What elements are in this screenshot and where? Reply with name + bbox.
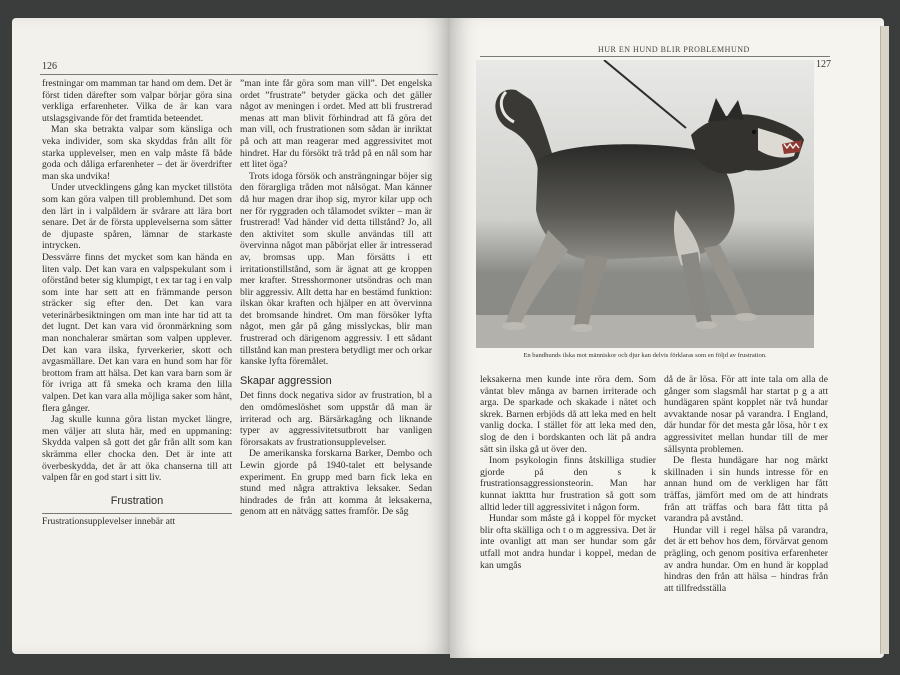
photo-caption: En bandhunds ilska mot människor och djur kan delvis förklaras som en följd av frustration.	[523, 352, 767, 359]
paragraph: Trots idoga försök och ansträngningar böjer sig den förargliga tråden mot nålsögat. Man känner då hur magen drar ihop sig, myror kilar upp och ner för ryggraden och tålamodet svikter – man är frustrerad! Vad händer vid detta tillstånd? Jo, all den aktivitet som skulle användas till att övervinna något man påbörjat eller är intresserad av, bromsas upp. Man försätts i ett irritationstillstånd, som är ägnat att ge kroppen mer krafter. Stresshormoner utsöndras och man blir aggressiv. Allt detta har en bestämd funktion: ilskan ökar kraften och hjälper en att övervinna det bromsande hindret. Om man försöker lyfta något, men går på gång misslyckas, blir man frustrerad och därigenom aggressiv. I ett sådant tillstånd kan man prestera betydligt mer och orkar kanske lyfta föremålet.	[240, 170, 432, 368]
paragraph: Man ska betrakta valpar som känsliga och veka individer, som ska skyddas från allt för starka upplevelser, men en valp måste få både goda och dåliga erfarenheter – det är överdrifter man ska undvika!	[42, 124, 232, 182]
paragraph: ”man inte får göra som man vill”. Det engelska ordet ”frustrate” betyder gäcka och det gäller något av meningen i ordet. Med att bli frustrerad menas att man blivit förhindrad att få göra det man vill, och frustrationen som sådan är inriktat på och att man reagerar med aggressivitet mot hindret. Har du försökt trä tråd på en nål som har ett litet öga?	[240, 78, 432, 171]
left-column-2	[240, 78, 432, 618]
paragraph: Frustrationsupplevelser innebär att	[42, 516, 176, 528]
left-column-1	[42, 78, 232, 592]
section-heading-skapar-aggression: Skapar aggression	[240, 374, 332, 387]
paragraph: Dessvärre finns det mycket som kan hända en liten valp. Det kan vara en valpspekulant som i oförstånd beter sig klumpigt, t ex tar tag i en valp som inte har sett att en främmande person sträcker sig efter den. Det kan vara veterinärbesiktningen om man inte har tid att ta det lugnt. Det kan vara vid öronmärkning som man nonchalerar smärtan som valpen upplever. Det kan vara ilska, fyrverkerier, skott och avgasmällare. Det kan vara en hund som har för brottom fram att hälsa. Det kan vara barn som är för ivriga att få smeka och krama den lilla valpen. Det kan vara alla möjliga saker som hänt, flera gånger.	[42, 251, 232, 414]
dog-photo	[476, 60, 814, 348]
page-number-left: 126	[42, 61, 57, 72]
paragraph: De flesta hundägare har nog märkt skillnaden i sin hunds intresse för en annan hund om de verkligen har fått träffas, jämfört med om de att hindrats från att träffas och bara fått titta på varandra på avstånd.	[664, 455, 828, 525]
paragraph: Hundar som måste gå i koppel för mycket blir ofta skälliga och t o m aggressiva. Det är inte ovanligt att man ser hundar som går utfall mot andra hundar i koppel, medan de kan umgås	[480, 513, 656, 571]
paragraph: Inom psykologin finns åtskilliga studier gjorde på den s k frustrationsaggressionsteorin. Man har kunnat iakttta hur frustration så gott som alltid leder till aggressivitet i någon form.	[480, 455, 656, 513]
paragraph: Hundar vill i regel hälsa på varandra, det är ett behov hos dem, förvärvat genom prägling, och genom positiva erfarenheter av andra hundar. Om en hund är kopplad hindras den från att hälsa – hindras från att tillfredsställa	[664, 524, 828, 594]
right-column-2	[664, 374, 828, 624]
paragraph: De amerikanska forskarna Barker, Dembo och Lewin gjorde på 1940-talet ett belysande experiment. En grupp med barn fick leka en stund med några attraktiva leksaker. Sedan hindrades de från att komma åt leksakerna, genom att en nätvägg sattes framför. De såg	[240, 448, 432, 518]
paragraph: leksakerna men kunde inte röra dem. Som väntat blev många av barnen irriterade och arga. De sparkade och skakade i nätet och skrek. Barnen erbjöds då att leka med en helt vanlig docka. I stället för att leka med den, slog de den i bordskanten och lät på andra sätt sin ilska gå ut över den.	[480, 374, 656, 455]
right-column-1	[480, 374, 656, 624]
paragraph: Jag skulle kunna göra listan mycket längre, men väljer att sluta här, med en uppmaning: Skydda valpen så gott det går från allt som kan skrämma eller chocka den. Det är inte att överbeskydda, det är att öka chanserna till att valpen får en god start i sitt liv.	[42, 414, 232, 484]
heading-rule	[42, 513, 232, 514]
paragraph: Under utvecklingens gång kan mycket tillstöta som kan göra valpen till problemhund. Det som den lärt in i valpåldern är svårare att lära bort senare. Det är de första upplevelserna som sätter de djupaste spåren, lämnar de starkaste intrycken.	[42, 182, 232, 252]
paragraph: då de är lösa. För att inte tala om alla de gånger som slagsmål har startat p g a att hundägaren spänt kopplet när två hundar avvaktande nosar på varandra. I England, där hundar för det mesta går lösa, hör t ex aggressivitet mellan hundar till de mer sällsynta problemen.	[664, 374, 828, 455]
left-page	[12, 18, 450, 654]
paragraph: Det finns dock negativa sidor av frustration, bl a den omdömeslöshet som uppstår då man är irriterad och arg. Bärsärkagång och liknande typer av aggressivitetsutbrott har vanligen förorsakats av frustrationsupplevelser.	[240, 390, 432, 448]
section-heading-frustration: Frustration	[110, 494, 164, 507]
page-number-right: 127	[816, 59, 831, 70]
header-rule-left	[40, 74, 438, 75]
header-rule-right	[480, 56, 830, 57]
running-head: HUR EN HUND BLIR PROBLEMHUND	[598, 45, 750, 54]
paragraph: frestningar om mamman tar hand om dem. Det är först tiden därefter som valpar börjar göra sina verkliga erfarenheter. Vilka de är kan vara utslagsgivande för det framtida beteendet.	[42, 78, 232, 124]
page-stack-edge	[880, 26, 889, 654]
